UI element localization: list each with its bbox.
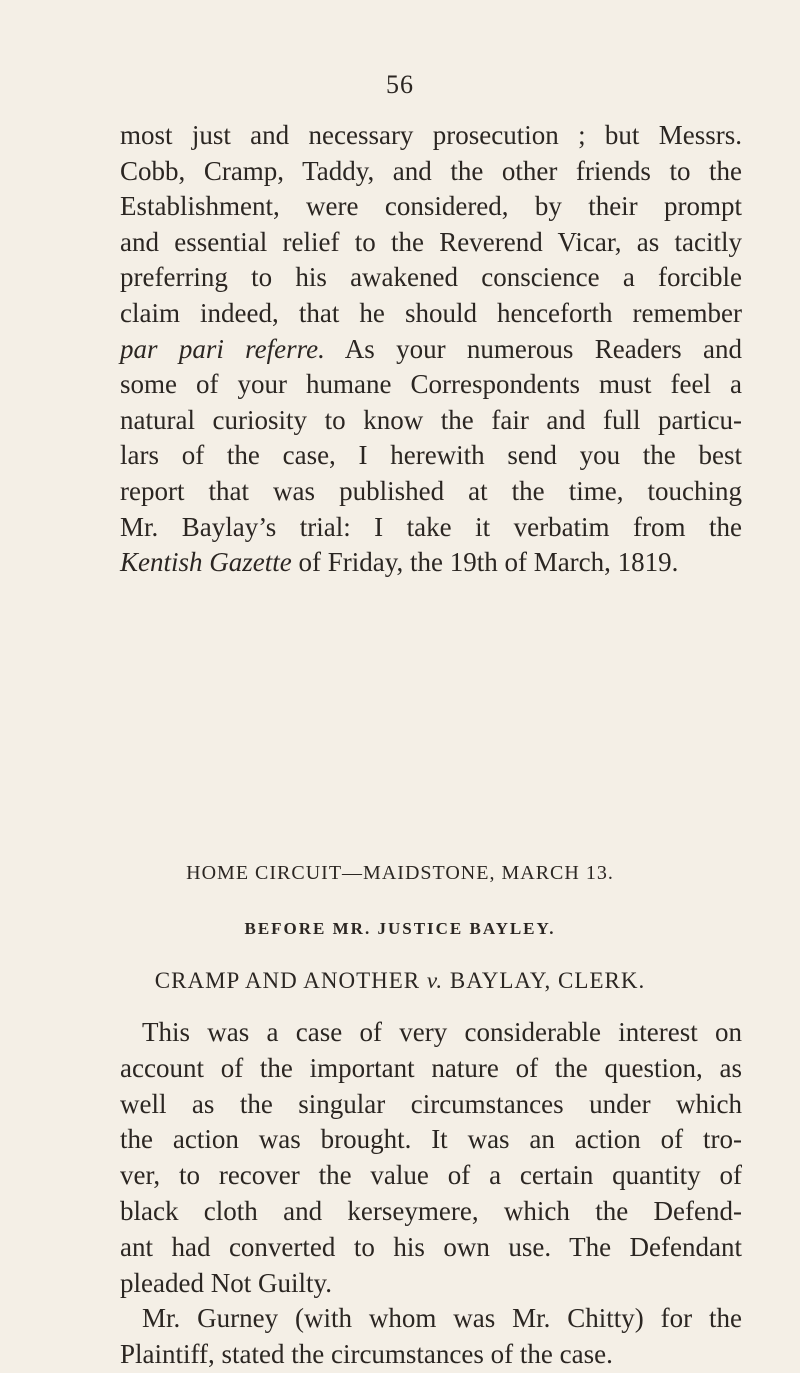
text-line: account of the important nature of the question, as [120, 1052, 742, 1083]
text-line: Cobb, Cramp, Taddy, and the other friends to the [120, 155, 742, 186]
text-line: pleaded Not Guilty. [120, 1267, 332, 1298]
newspaper-title: Kentish Gazette [120, 547, 292, 578]
report-paragraph [120, 1015, 742, 1373]
text-fragment: As your numerous Readers and [324, 333, 742, 364]
text-line: This was a case of very considerable interest on [142, 1017, 742, 1047]
text-line: lars of the case, I herewith send you the best [120, 440, 742, 471]
text-line: the action was brought. It was an action of tro- [120, 1124, 742, 1155]
text-line: ver, to recover the value of a certain quantity of [120, 1160, 742, 1191]
text-line: and essential relief to the Reverend Vicar, as tacitly [120, 226, 742, 257]
text-line: Plaintiff, stated the circumstances of the case. [120, 1339, 613, 1370]
case-title [0, 968, 800, 994]
case-title-versus: v. [426, 968, 444, 993]
text-line [120, 332, 742, 368]
text-line: Establishment, were considered, by their prompt [120, 191, 742, 222]
text-line: claim indeed, that he should henceforth remember [120, 297, 742, 328]
text-line: report that was published at the time, touching [120, 475, 742, 506]
text-line: natural curiosity to know the fair and full particu- [120, 404, 742, 435]
text-line: black cloth and kerseymere, which the Defend- [120, 1195, 742, 1226]
text-line [120, 545, 742, 581]
text-line: well as the singular circumstances under which [120, 1088, 742, 1119]
latin-phrase: par pari referre. [120, 333, 325, 364]
letter-paragraph [120, 118, 742, 581]
text-line: some of your humane Correspondents must feel a [120, 369, 742, 400]
text-line: preferring to his awakened conscience a forcible [120, 262, 742, 293]
judge-heading: BEFORE MR. JUSTICE BAYLEY. [244, 919, 556, 938]
page-number: 56 [386, 70, 414, 99]
text-line: ant had converted to his own use. The Defendant [120, 1231, 742, 1262]
text-line: Mr. Gurney (with whom was Mr. Chitty) for the [142, 1303, 742, 1334]
case-title-defendant: BAYLAY, CLERK. [443, 968, 646, 993]
case-title-plaintiffs: CRAMP AND ANOTHER [154, 968, 427, 993]
text-line: Mr. Baylay’s trial: I take it verbatim from the [120, 511, 742, 542]
text-line: most just and necessary prosecution ; but Messrs. [120, 120, 742, 150]
text-fragment: of Friday, the 19th of March, 1819. [291, 547, 679, 578]
circuit-heading: HOME CIRCUIT—MAIDSTONE, MARCH 13. [186, 862, 614, 884]
